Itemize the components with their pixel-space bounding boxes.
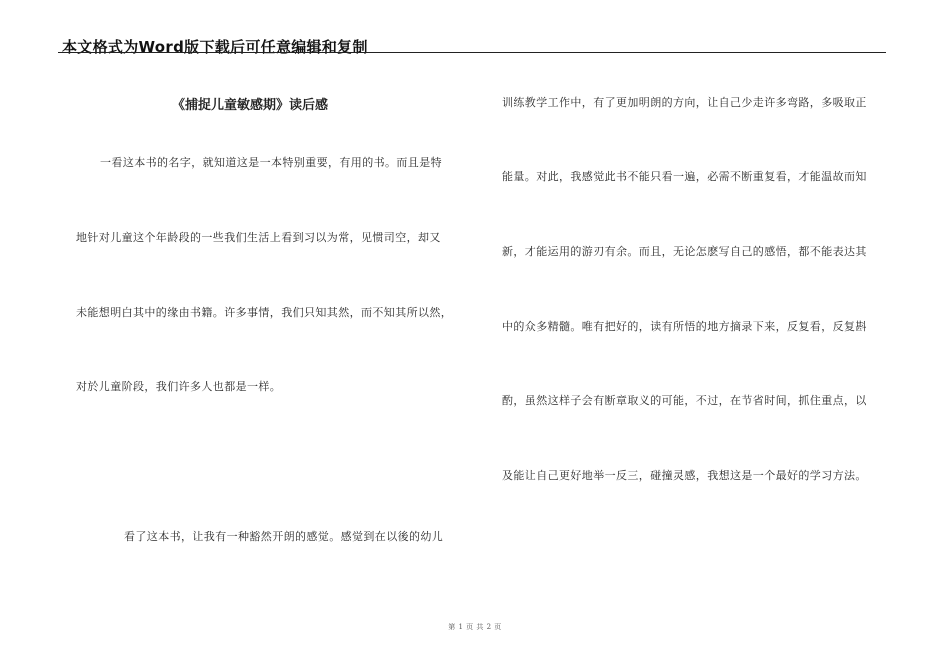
right-column-line: 能量。对此，我感觉此书不能只看一遍，必需不断重复看，才能温故而知 [502, 170, 867, 183]
right-column-line: 酌，虽然这样子会有断章取义的可能，不过，在节省时间，抓住重点，以 [502, 394, 867, 407]
left-column-line: 对於儿童阶段，我们许多人也都是一样。 [76, 380, 282, 393]
document-title: 《捕捉儿童敏感期》读后感 [172, 98, 329, 113]
left-column-line: 看了这本书，让我有一种豁然开朗的感觉。感觉到在以後的幼儿 [124, 530, 444, 543]
header-divider [58, 52, 886, 53]
page-indicator: 第 1 页 共 2 页 [448, 623, 502, 631]
left-column-line: 未能想明白其中的缘由书籍。许多事情，我们只知其然，而不知其所以然， [76, 306, 453, 319]
right-column-line: 新，才能运用的游刃有余。而且，无论怎麽写自己的感悟，都不能表达其 [502, 245, 867, 258]
left-column-line: 地针对儿童这个年龄段的一些我们生活上看到习以为常，见惯司空，却又 [76, 231, 441, 244]
right-column-line: 训练教学工作中，有了更加明朗的方向，让自己少走许多弯路，多吸取正 [502, 96, 867, 109]
left-column-line: 一看这本书的名字，就知道这是一本特别重要，有用的书。而且是特 [100, 156, 442, 169]
header-title: 本文格式为Word版下载后可任意编辑和复制 [62, 38, 368, 56]
right-column-line: 及能让自己更好地举一反三，碰撞灵感，我想这是一个最好的学习方法。 [502, 469, 867, 482]
right-column-line: 中的众多精髓。唯有把好的，读有所悟的地方摘录下来，反复看，反复斟 [502, 320, 867, 333]
